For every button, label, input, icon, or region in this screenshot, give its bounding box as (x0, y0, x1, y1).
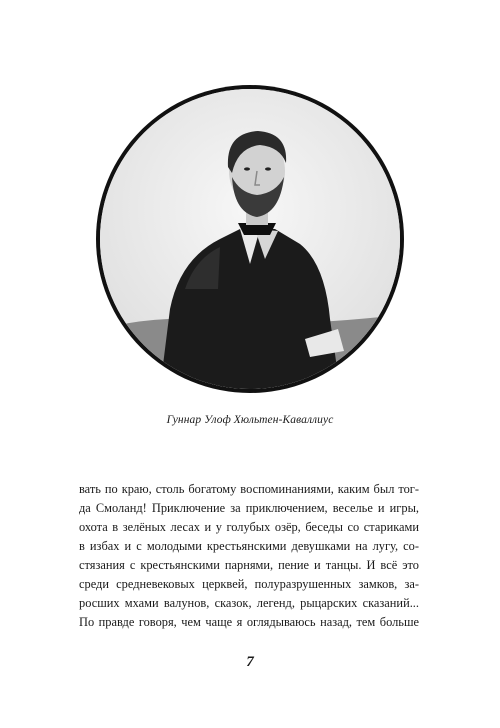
portrait-caption: Гуннар Улоф Хюльтен-Каваллиус (166, 414, 334, 426)
page-number: 7 (246, 654, 254, 670)
portrait-frame (96, 85, 404, 393)
text-line: среди средневековых церквей, полуразрушенных замков, за- (79, 577, 419, 591)
body-paragraph (79, 480, 419, 632)
portrait-photo-icon (100, 89, 400, 389)
portrait-image (100, 89, 400, 389)
text-line: росших мхами валунов, сказок, легенд, рыцарских сказаний... (79, 596, 419, 610)
text-line: да Смоланд! Приключение за приключением, веселье и игры, (79, 501, 419, 515)
text-line: охота в зелёных лесах и у голубых озёр, беседы со стариками (79, 520, 419, 534)
text-line: в избах и с молодыми крестьянскими девушками на лугу, со- (79, 539, 419, 553)
text-line: стязания с крестьянскими парнями, пение и танцы. И всё это (79, 558, 419, 572)
text-line: вать по краю, столь богатому воспоминаниями, каким был тог- (79, 482, 419, 496)
text-line: По правде говоря, чем чаще я оглядываюсь назад, тем больше (79, 615, 419, 629)
